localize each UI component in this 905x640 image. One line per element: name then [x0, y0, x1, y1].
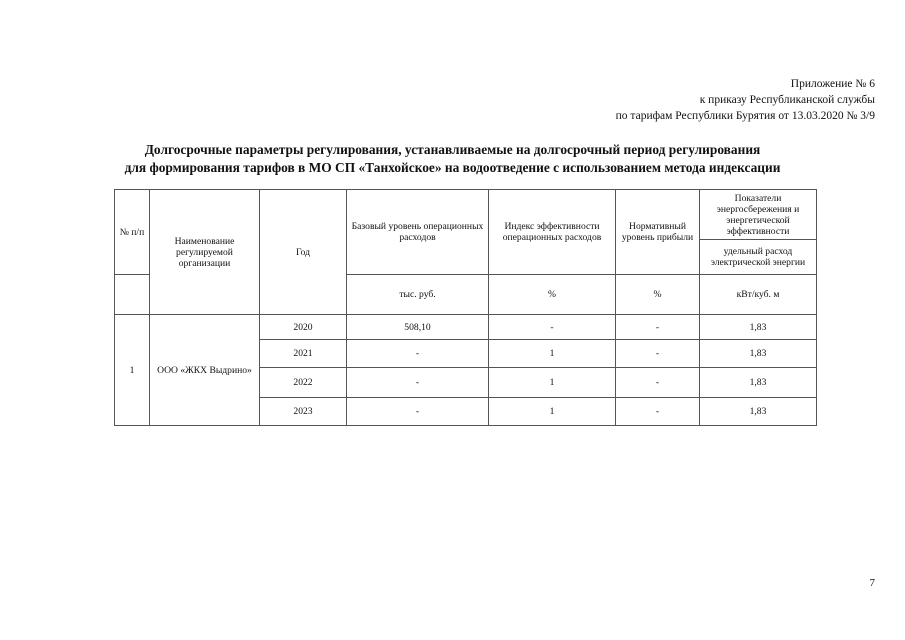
header-profit-level: Нормативный уровень прибыли: [616, 190, 700, 275]
header-year: Год: [260, 190, 347, 315]
cell-profit: -: [616, 315, 700, 340]
parameters-table: [114, 189, 817, 426]
header-num-empty: [115, 275, 150, 315]
table-row: [115, 315, 817, 340]
cell-index: 1: [489, 340, 616, 368]
org-number: 1: [115, 315, 150, 426]
cell-year: 2020: [260, 315, 347, 340]
cell-year: 2022: [260, 368, 347, 398]
appendix-line-3: по тарифам Республики Бурятия от 13.03.2020 № 3/9: [615, 110, 875, 122]
cell-year: 2023: [260, 398, 347, 426]
header-energy-indicators: Показатели энергосбережения и энергетической эффективности: [700, 190, 817, 240]
cell-profit: -: [616, 340, 700, 368]
cell-profit: -: [616, 398, 700, 426]
cell-base: 508,10: [347, 315, 489, 340]
cell-index: 1: [489, 398, 616, 426]
cell-energy: 1,83: [700, 340, 817, 368]
appendix-line-2: к приказу Республиканской службы: [699, 94, 875, 106]
header-base-level: Базовый уровень операционных расходов: [347, 190, 489, 275]
title-line-2: для формирования тарифов в МО СП «Танхойское» на водоотведение с использованием метода индексации: [124, 160, 781, 175]
cell-base: -: [347, 340, 489, 368]
header-efficiency-index: Индекс эффективности операционных расходов: [489, 190, 616, 275]
cell-index: 1: [489, 368, 616, 398]
title-line-1: Долгосрочные параметры регулирования, устанавливаемые на долгосрочный период регулирования: [144, 142, 761, 157]
appendix-line-1: Приложение № 6: [790, 78, 875, 90]
unit-profit: %: [616, 275, 700, 315]
unit-energy: кВт/куб. м: [700, 275, 817, 315]
cell-base: -: [347, 398, 489, 426]
header-energy-consumption: удельный расход электрической энергии: [700, 240, 817, 275]
header-num: № п/п: [115, 190, 150, 275]
document-title: [40, 141, 865, 177]
cell-year: 2021: [260, 340, 347, 368]
cell-energy: 1,83: [700, 368, 817, 398]
cell-profit: -: [616, 368, 700, 398]
cell-energy: 1,83: [700, 398, 817, 426]
header-org-name: Наименование регулируемой организации: [150, 190, 260, 315]
cell-index: -: [489, 315, 616, 340]
cell-base: -: [347, 368, 489, 398]
unit-base: тыс. руб.: [347, 275, 489, 315]
unit-index: %: [489, 275, 616, 315]
org-name: ООО «ЖКХ Выдрино»: [150, 315, 260, 426]
cell-energy: 1,83: [700, 315, 817, 340]
appendix-note: [616, 76, 875, 124]
page-number: 7: [869, 577, 875, 589]
